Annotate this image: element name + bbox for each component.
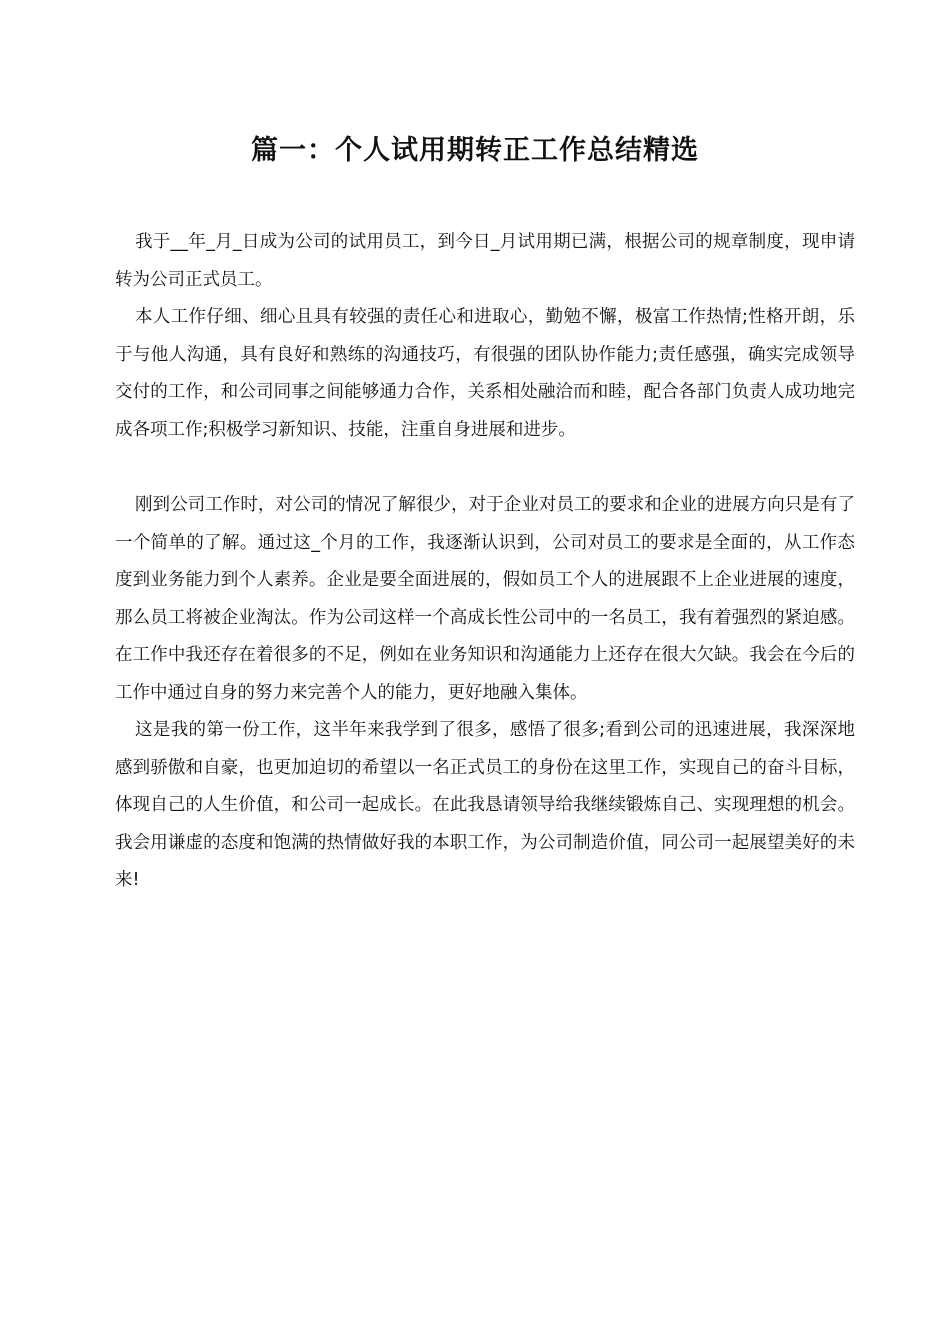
paragraph-closing: 这是我的第一份工作，这半年来我学到了很多，感悟了很多;看到公司的迅速进展，我深深地感到骄傲和自豪，也更加迫切的希望以一名正式员工的身份在这里工作，实现自己的奋斗目标，体现自己的人生价值，和公司一起成长。在此我恳请领导给我继续锻炼自己、实现理想的机会。我会用谦虚的态度和饱满的热情做好我的本职工作，为公司制造价值，同公司一起展望美好的未来! xyxy=(115,720,855,890)
paragraph-work-experience: 刚到公司工作时，对公司的情况了解很少，对于企业对员工的要求和企业的进展方向只是有了一个简单的了解。通过这_个月的工作，我逐渐认识到，公司对员工的要求是全面的，从工作态度到业务能力到个人素养。企业是要全面进展的，假如员工个人的进展跟不上企业进展的速度，那么员工将被企业淘汰。作为公司这样一个高成长性公司中的一名员工，我有着强烈的紧迫感。在工作中我还存在着很多的不足，例如在业务知识和沟通能力上还存在很大欠缺。我会在今后的工作中通过自身的努力来完善个人的能力，更好地融入集体。 xyxy=(115,495,855,703)
paragraph-spacer xyxy=(115,449,855,487)
document-body xyxy=(115,224,855,900)
paragraph-self-assessment: 本人工作仔细、细心且具有较强的责任心和进取心，勤勉不懈，极富工作热情;性格开朗，乐于与他人沟通，具有良好和熟练的沟通技巧，有很强的团队协作能力;责任感强，确实完成领导交付的工作，和公司同事之间能够通力合作，关系相处融洽而和睦，配合各部门负责人成功地完成各项工作;积极学习新知识、技能，注重自身进展和进步。 xyxy=(115,307,855,440)
document-title: 篇一：个人试用期转正工作总结精选 xyxy=(251,135,699,166)
paragraph-application: 我于__年_月_日成为公司的试用员工，到今日_月试用期已满，根据公司的规章制度，现申请转为公司正式员工。 xyxy=(115,232,855,290)
